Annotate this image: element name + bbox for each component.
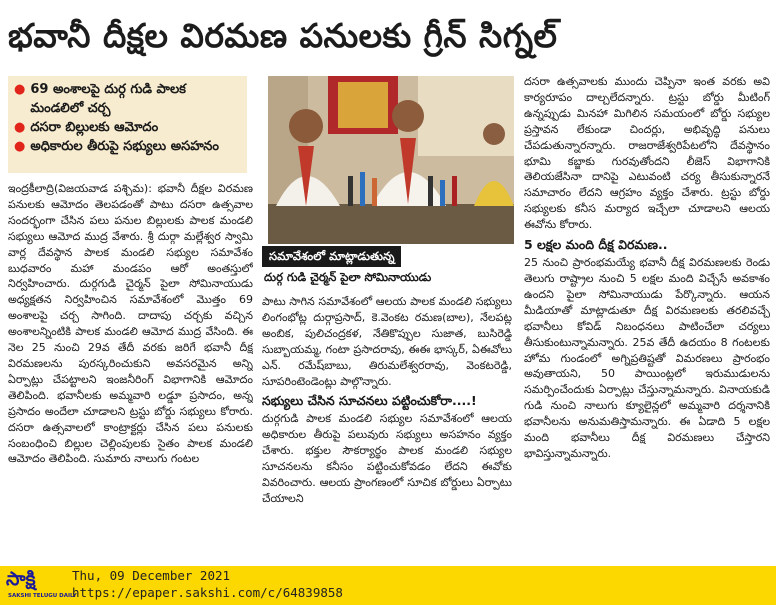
- sakshi-logo[interactable]: [6, 568, 77, 601]
- highlight-item: [14, 137, 241, 156]
- epaper-link[interactable]: https://epaper.sakshi.com/c/64839858: [72, 585, 343, 600]
- highlight-item: [14, 80, 241, 118]
- publish-date: Thu, 09 December 2021: [72, 568, 231, 583]
- caption-line: దుర్గ గుడి చైర్మన్ పైలా సోమినాయుడు: [264, 270, 432, 284]
- subheading: సభ్యులు చేసిన సూచనలు పట్టించుకోరా....!: [262, 393, 477, 409]
- bullet-icon: ●: [14, 82, 26, 97]
- caption-box: సమావేశంలో మాట్లాడుతున్న: [262, 246, 401, 267]
- highlight-text: దసరా బిల్లులకు ఆమోదం: [30, 120, 159, 135]
- logo-subtext: SAKSHI TELUGU DAILY: [8, 593, 77, 599]
- headline: భవానీ దీక్షల విరమణ పనులకు గ్రీన్ సిగ్నల్: [8, 16, 558, 55]
- subheading: 5 లక్షల మంది దీక్ష విరమణ..: [524, 237, 668, 253]
- highlight-text: అధికారుల తీరుపై సభ్యులు అసహనం: [30, 139, 219, 154]
- article-paragraph: పాటు సాగిన సమావేశంలో ఆలయ పాలక మండలి సభ్యులు లింగంభోట్ల దుర్గాప్రసాద్, కె.వెంకట రమణ(బాల), నేలపట్ల అంబిక, పులిచంద్రకళ, నేతికొప్పుల సుజాత, బుసిరెడ్డి సుబ్బాయమ్మ, గంటా ప్రసాదరావు, ఈఈ భాస్కర్, ఏఈవోలు ఎన్. రమేష్‌బాబు, తిరుమలేశ్వరరావు, వెంకటరెడ్డి, సూపరింటెండెంట్లు పాల్గొన్నారు.: [262, 295, 512, 388]
- bullet-icon: ●: [14, 139, 26, 154]
- article-paragraph: 25 నుంచి ప్రారంభమయ్యే భవానీ దీక్ష విరమణలకు రెండు తెలుగు రాష్ట్రాల నుంచి 5 లక్షల మంది విచ్చేసే అవకాశం ఉందని పైలా సోమినాయుడు పేర్కొన్నారు. ఆయన మీడియాతో మాట్లాడుతూ దీక్ష విరమణలకు తరలివచ్చే భవానీలు కోవిడ్ నిబంధనలు పాటించేలా చర్యలు తీసుకుంటున్నామన్నారు. 25వ తేదీ ఉదయం 8 గంటలకు హోమ గుండంలో అగ్నిప్రతిష్టతో విమరణలు ప్రారంభం అవుతాయని, 50 పాయింట్లలో ఇరుముడులను సమర్పించేందుకు ఏర్పాట్లు చేస్తున్నామన్నారు. వినాయకుడి గుడి నుంచి నాలుగు క్యూలైన్లలో అమ్మవారి దర్శనానికి భవానీలను అనుమతిస్తామన్నారు. ఈ ఏడాది 5 లక్షల మంది భవానీలు దీక్ష విరమణలు చేస్తారని భావిస్తున్నామన్నారు.: [524, 256, 770, 460]
- article-photo: [268, 76, 514, 244]
- footer-bar: [0, 566, 776, 605]
- article-column-1: [8, 181, 253, 553]
- meeting-photo-illustration: [268, 76, 514, 244]
- article-paragraph: దసరా ఉత్సవాలకు ముందు చెప్పినా ఇంత వరకు అవి కార్యరూపం దాల్చలేదన్నారు. ట్రస్టు బోర్డు మీటింగ్ ఉన్నప్పుడు మినహా మిగిలిన సమయంలో బోర్డు సభ్యుల ప్రస్తావన లేకుండా చిందర్లు, అభివృద్ధి పనులు చేపడుతున్నారన్నారు. రాజరాజేశ్వరిపేటలోని దేవస్థానం భూమి కబ్జాకు గురవుతోందని లీజెస్ విభాగానికి తెలియజేసినా దానిపై ఎటువంటి చర్య తీసుకున్నారనే సమాచారం లేదని ఆగ్రహం వ్యక్తం చేశారు. ట్రస్టు బోర్డు సభ్యులకు కనీస మర్యాద ఇచ్చేలా చూడాలని ఆలయ ఈవోను కోరారు.: [524, 75, 770, 232]
- highlights-box: [8, 76, 247, 173]
- article-paragraph: ఇంద్రకీలాద్రి(విజయవాడ పశ్చిమ): భవానీ దీక్షల విరమణ పనులకు ఆమోదం తెలపడంతో పాటు దసరా ఉత్సవాల సందర్భంగా చేసిన పలు పనుల బిల్లులకు పాలక మండలి సభ్యులు ఆమోద ముద్ర వేశారు. శ్రీ దుర్గా మల్లేశ్వర స్వామి వార్ల దేవస్థాన పాలక మండలి సభ్యుల సమావేశం బుధవారం మహా మండపం ఆరో అంతస్తులో నిర్వహించారు. దుర్గగుడి చైర్మన్ పైలా సోమినాయుడు అధ్యక్షతన నిర్వహించిన సమావేశంలో మొత్తం 69 అంశాలపై చర్చ సాగింది. దాదాపు చర్చకు వచ్చిన అంశాలన్నింటికి పాలక మండలి ఆమోద ముద్ర వేసింది. ఈ నెల 25 నుంచి 29వ తేదీ వరకు జరిగే భవానీ దీక్ష విరమణలను పురస్కరించుకుని అవసరమైన అన్ని ఏర్పాట్లు చేపట్టాలని ఇంజనీరింగ్ విభాగానికి ఆమోదం తెలిపింది. భవానీలకు అమ్మవారి లడ్డూ ప్రసాదం, అన్న ప్రసాదం అందేలా చూడాలని ట్రస్టు బోర్డు సభ్యులు కోరారు. దసరా ఉత్సవాలలో కాంట్రాక్టర్లు చేసిన పలు పనులకు సంబంధించి బిల్లుల చెల్లింపులకు సైతం పాలక మండలి ఆమోదం తెలిపింది. సుమారు నాలుగు గంటల: [8, 182, 253, 466]
- article-paragraph: దుర్గగుడి పాలక మండలి సభ్యుల సమావేశంలో ఆలయ అధికారుల తీరుపై పలువురు సభ్యులు అసహనం వ్యక్తం చేశారు. భక్తుల సౌకర్యార్థం పాలక మండలి సభ్యుల సూచనలను కనీసం పట్టించుకోవడం లేదని ఈవోకు వివరించారు. ఆలయ ప్రాంగణంలో సూచిక బోర్డులు ఏర్పాటు చేయాలని: [262, 412, 512, 505]
- photo-caption: [262, 246, 514, 290]
- logo-text: సాక్షి: [6, 568, 36, 590]
- article-column-2: [262, 294, 512, 554]
- highlight-item: [14, 118, 241, 137]
- bullet-icon: ●: [14, 120, 26, 135]
- article-column-3: [524, 74, 770, 554]
- highlight-text: 69 అంశాలపై దుర్గ గుడి పాలక మండలిలో చర్చ: [30, 82, 186, 116]
